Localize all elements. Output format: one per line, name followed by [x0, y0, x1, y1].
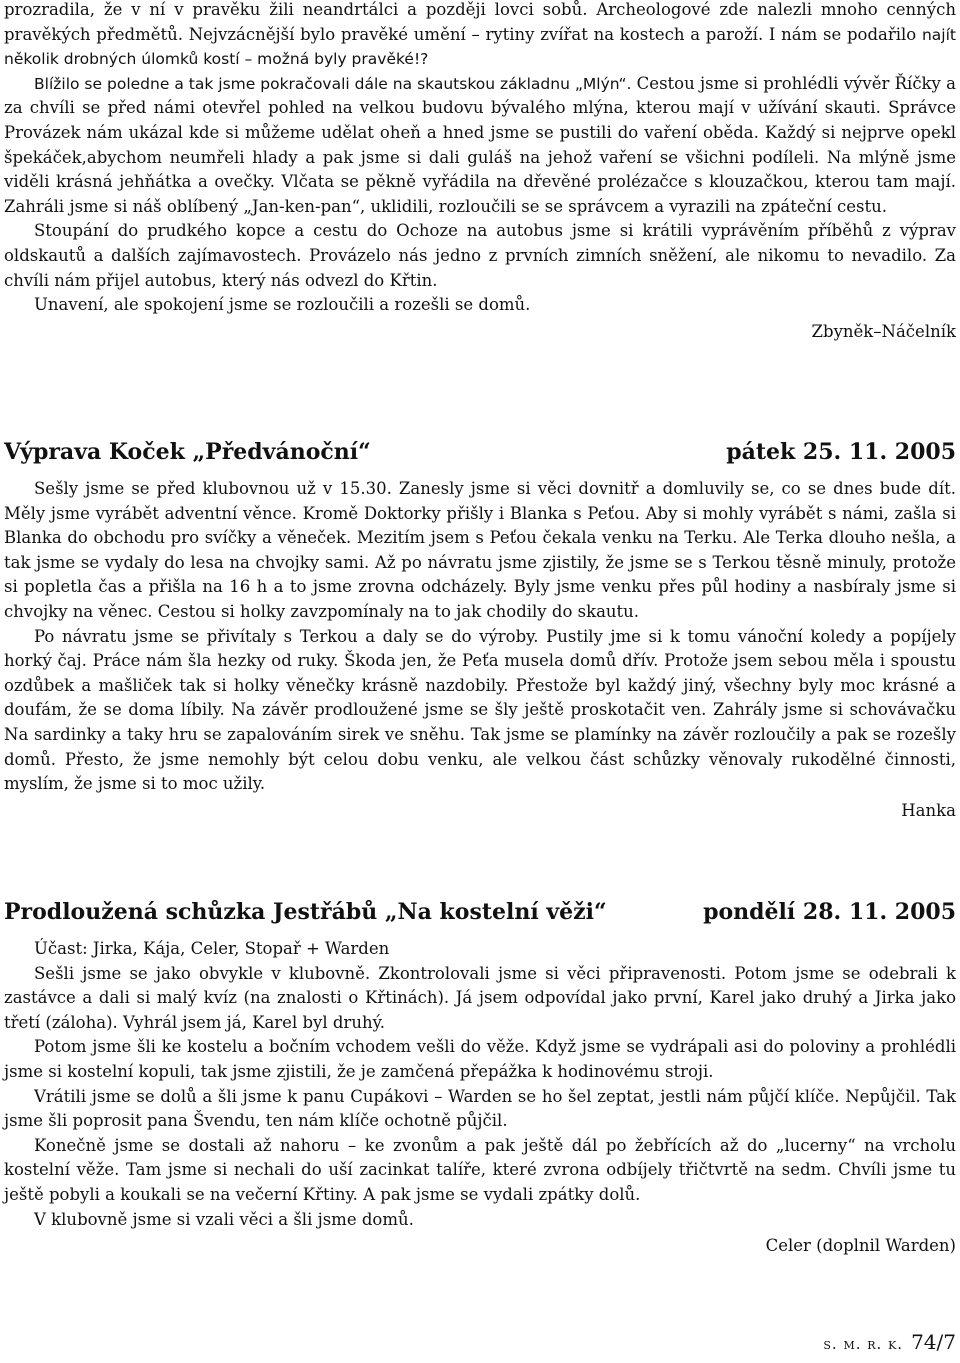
section-title: Výprava Koček „Předvánoční“: [4, 439, 371, 465]
paragraph: Vrátili jsme se dolů a šli jsme k panu Cupákovi – Warden se ho šel zeptat, jestli nám půjčí klíče. Nepůjčil. Tak jsme šli poprosit pana Švendu, ten nám klíče ochotně půjčil.: [4, 1086, 956, 1131]
page-footer: [823, 1330, 956, 1356]
text-run: prozradila, že v ní v pravěku žili neandrtálci a později lovci sobů. Archeologové zde nalezli mnoho cenných pravěkých předmětů. Nejvzácnější bylo pravěké umění – rytiny zvířat na kostech a paroží. I nám se podařilo: [4, 0, 956, 44]
paragraph: [4, 72, 956, 220]
signature: Celer (doplnil Warden): [765, 1236, 956, 1256]
paragraph: Sešli jsme se jako obvykle v klubovně. Zkontrolovali jsme si věci připravenosti. Potom jsme se odebrali k zastávce a dali si malý kvíz (na znalosti o Křtinách). Já jsem odpovídal jako první, Karel jako druhý a Jirka jako třetí (záloha). Vyhrál jsem já, Karel byl druhý.: [4, 963, 956, 1032]
text-run: najít několik drobných úlomků kostí – možná byly pravěké!?: [4, 25, 956, 69]
paragraph: Unavení, ale spokojení jsme se rozloučili a rozešli se domů.: [34, 295, 531, 315]
participants: Účast: Jirka, Kája, Celer, Stopař + Warden: [34, 939, 390, 958]
text-run: Blížilo se poledne a tak jsme pokračovali dále na skautskou základnu „Mlýn“.: [34, 74, 632, 93]
section-heading: [4, 897, 956, 927]
signature: Hanka: [901, 800, 956, 820]
paragraph: Po návratu jsme se přivítaly s Terkou a daly se do výroby. Pustily jme si k tomu vánoční koledy a popíjely horký čaj. Práce nám šla hezky od ruky. Škoda jen, že Peťa musela domů dřív. Protože jsem sebou měla i spoustu ozdůbek a mašliček tak si holky věnečky krásně nazdobily. Přestože byl každý jiný, všechny byly moc krásné a doufám, že se doma líbily. Na závěr prodloužené jsme se šly ještě proskotačit ven. Zahrály jsme si schovávačku Na sardinky a taky hru se zapalováním sirek ve sněhu. Tak jsme se plamínky na závěr rozloučily a pak se rozešly domů. Přesto, že jsme nemohly být celou dobu venku, ale velkou část schůzky věnovaly rukodělné činnosti, myslím, že jsme si to moc užily.: [4, 626, 956, 794]
signature: Zbyněk–Náčelník: [811, 321, 956, 341]
article-jestrabi: [4, 897, 956, 1259]
paragraph: [4, 0, 956, 72]
section-date: pátek 25. 11. 2005: [726, 439, 956, 465]
paragraph: Potom jsme šli ke kostelu a bočním vchodem vešli do věže. Když jsme se vydrápali asi do poloviny a prohlédli jsme si kostelní kopuli, tak jsme zjistili, že je zamčená přepážka k hodinovému stroji.: [4, 1037, 956, 1081]
top-article: [4, 0, 956, 344]
magazine-name: s. m. r. k.: [823, 1335, 904, 1353]
section-heading: [4, 437, 956, 467]
paragraph: Konečně jsme se dostali až nahoru – ke zvonům a pak ještě dál po žebřících až do „lucerny“ na vrcholu kostelní věže. Tam jsme si nechali do uší zacinkat talíře, které zvrona odbíjely třičtvrtě na sedm. Chvíli jsme tu ještě pobyli a koukali se na večerní Křtiny. A pak jsme se vydali zpátky dolů.: [4, 1135, 956, 1204]
page-number: 74/7: [911, 1330, 956, 1354]
paragraph: Sešly jsme se před klubovnou už v 15.30. Zanesly jsme si věci dovnitř a domluvily se, co se dnes bude dít. Měly jsme vyrábět adventní věnce. Kromě Doktorky přišly i Blanka s Peťou. Aby si mohly vyrábět s námi, zašla si Blanka do obchodu pro svíčky a věneček. Mezitím jsem s Peťou čekala venku na Terku. Ale Terka dlouho nešla, a tak jsme se vydaly do lesa na chvojky sami. Až po návratu jsme zjistily, že jsme se s Terkou těsně minuly, protože si popletla čas a přišla na 16 h a to jsme zrovna odcházely. Byly jsme venku přes půl hodiny a nasbíraly jsme si chvojky na věnec. Cestou si holky zavzpomínaly na to jak chodily do skautu.: [4, 479, 956, 621]
section-title: Prodloužená schůzka Jestřábů „Na kostelní věži“: [4, 899, 607, 925]
text-run: Cestou jsme si prohlédli vývěr Říčky a za chvíli se před námi otevřel pohled na velkou budovu bývalého mlýna, kterou mají v užívání skauti. Správce Provázek nám ukázal kde si můžeme udělat oheň a hned jsme se pustili do vaření oběda. Každý si nejprve opekl špekáček,abychom neumřeli hlady a pak jsme si dali guláš na jehož vaření se všichni podíleli. Na mlýně jsme viděli krásná jehňátka a ovečky. Vlčata se pěkně vyřádila na dřevěné prolézačce s klouzačkou, kterou tam mají. Zahráli jsme si náš oblíbený „Jan-ken-pan“, uklidili, rozloučili se se správcem a vyrazili na zpáteční cestu.: [4, 73, 956, 216]
paragraph: V klubovně jsme si vzali věci a šli jsme domů.: [34, 1209, 414, 1229]
section-date: pondělí 28. 11. 2005: [703, 899, 956, 925]
article-vyprava-kocek: [4, 437, 956, 823]
paragraph: Stoupání do prudkého kopce a cestu do Ochoze na autobus jsme si krátili vyprávěním příběhů z výprav oldskautů a dalších zajímavostech. Provázelo nás jedno z prvních zimních sněžení, ale nikomu to nevadilo. Za chvíli nám přijel autobus, který nás odvezl do Křtin.: [4, 221, 956, 290]
